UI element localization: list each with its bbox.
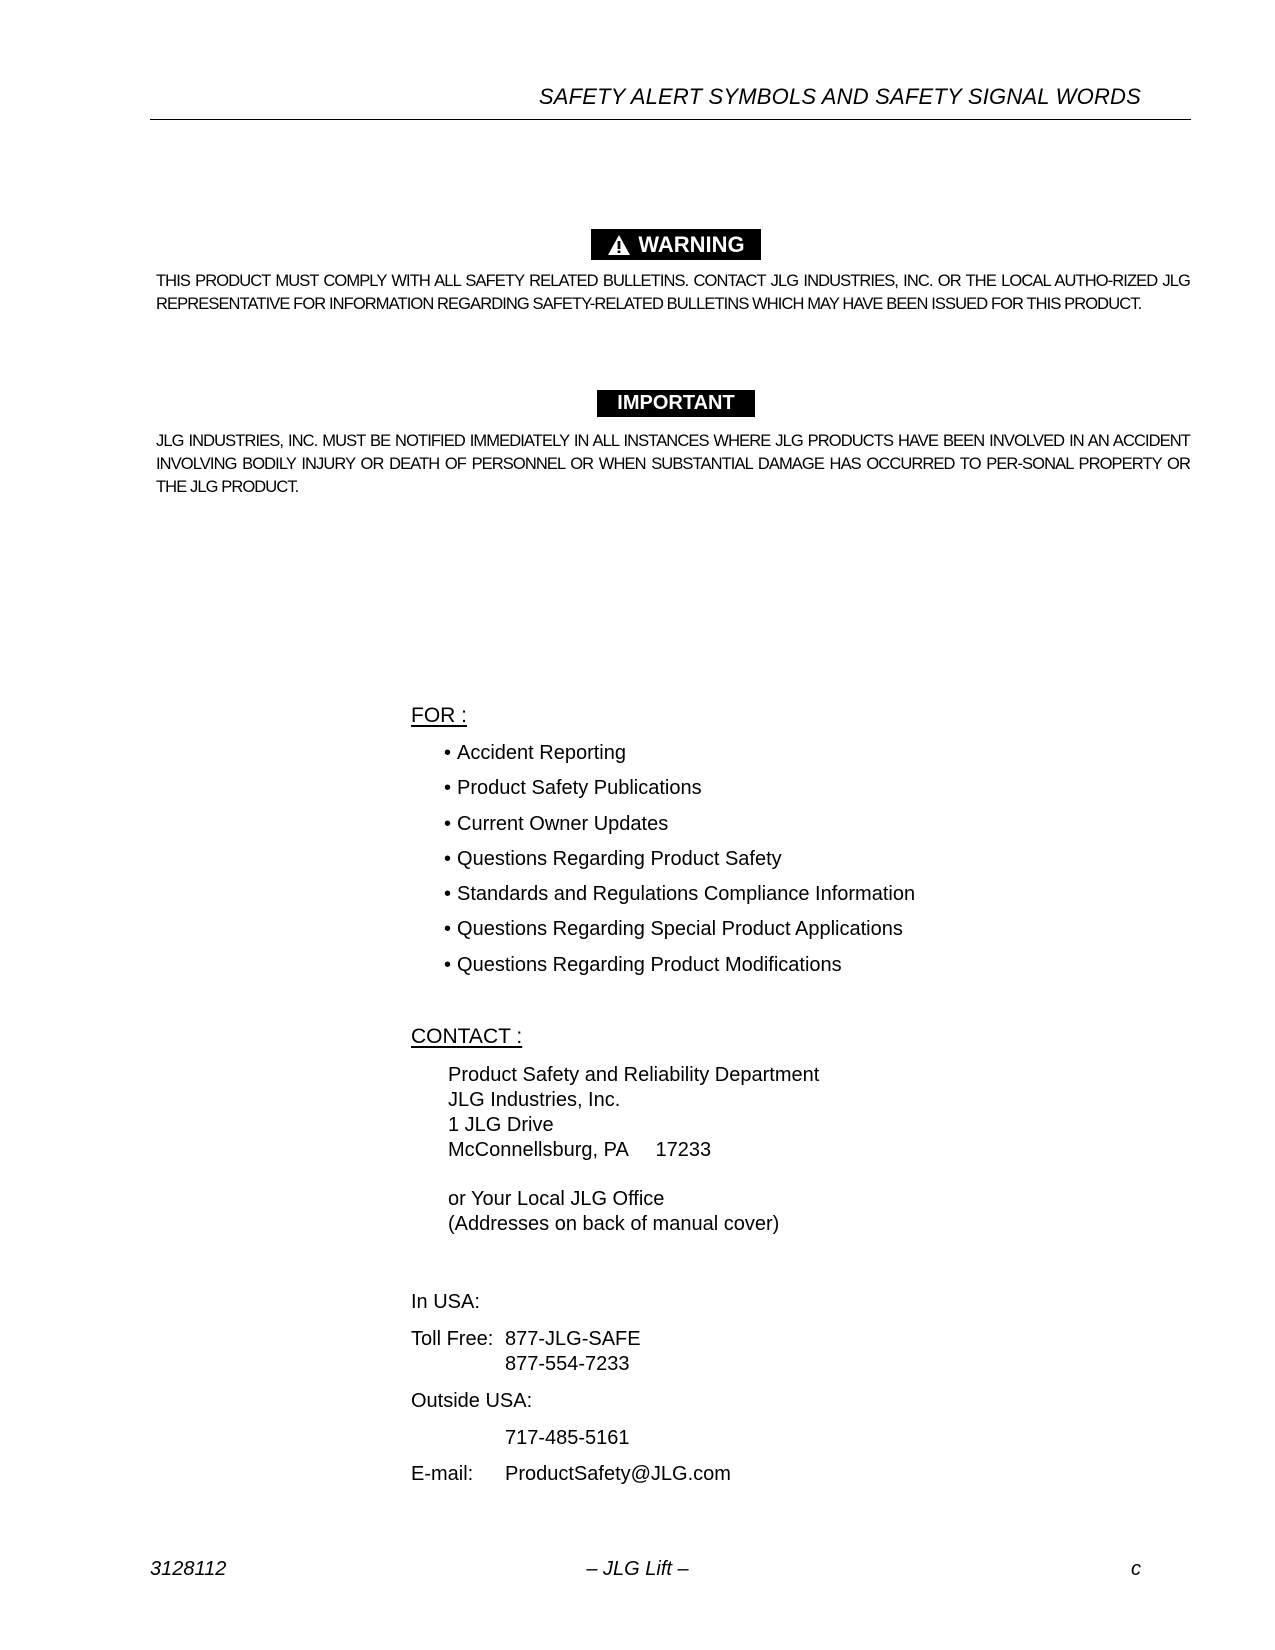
list-item: • Standards and Regulations Compliance Information [444,882,915,917]
list-item: • Accident Reporting [444,741,915,776]
list-item: • Current Owner Updates [444,812,915,847]
email-label: E-mail: [411,1463,474,1485]
page-header-title: SAFETY ALERT SYMBOLS AND SAFETY SIGNAL WORDS [538,84,1141,109]
contact-address [448,1063,819,1237]
city-line: McConnellsburg, PA 17233 [448,1139,712,1161]
warning-signal-box [591,229,761,260]
list-item: • Questions Regarding Product Safety [444,847,915,882]
header-divider [150,119,1191,120]
for-list [444,741,915,988]
in-usa-label: In USA: [411,1291,480,1313]
department-line: Product Safety and Reliability Department [448,1064,820,1086]
footer-page-number: c [1131,1558,1141,1580]
alt-office-line: or Your Local JLG Office [448,1188,665,1210]
toll-free-number-2: 877-554-7233 [505,1353,630,1375]
list-item: • Questions Regarding Product Modifications [444,953,915,988]
for-heading: FOR : [411,704,467,727]
list-item: • Product Safety Publications [444,776,915,811]
outside-usa-number: 717-485-5161 [505,1427,630,1449]
warning-label: WARNING [638,231,745,257]
warning-triangle-icon [607,234,631,256]
warning-text: THIS PRODUCT MUST COMPLY WITH ALL SAFETY RELATED BULLETINS. CONTACT JLG INDUSTRIES, INC. OR THE LOCAL AUTHO-RIZED JLG REPRESENTATIVE FOR INFORMATION REGARDING SAFETY-RELATED BULLETINS WHICH MAY HAVE BEEN ISSUED FOR THIS PRODUCT. [156,272,1190,313]
footer-doc-number: 3128112 [150,1558,227,1580]
contact-heading: CONTACT : [411,1025,523,1048]
footer-center-title: – JLG Lift – [586,1558,689,1580]
toll-free-label: Toll Free: [411,1328,494,1350]
important-signal-box [597,390,755,417]
alt-office-note: (Addresses on back of manual cover) [448,1213,780,1235]
email-address: ProductSafety@JLG.com [505,1463,731,1485]
toll-free-number-1: 877-JLG-SAFE [505,1328,641,1350]
list-item: • Questions Regarding Special Product Applications [444,917,915,952]
company-line: JLG Industries, Inc. [448,1089,621,1111]
important-label: IMPORTANT [617,392,735,414]
street-line: 1 JLG Drive [448,1114,554,1136]
important-text: JLG INDUSTRIES, INC. MUST BE NOTIFIED IMMEDIATELY IN ALL INSTANCES WHERE JLG PRODUCTS HAVE BEEN INVOLVED IN AN ACCIDENT INVOLVING BODILY INJURY OR DEATH OF PERSONNEL OR WHEN SUBSTANTIAL DAMAGE HAS OCCURRED TO PER-SONAL PROPERTY OR THE JLG PRODUCT. [156,432,1190,496]
address-spacer [448,1163,819,1187]
outside-usa-label: Outside USA: [411,1390,533,1412]
